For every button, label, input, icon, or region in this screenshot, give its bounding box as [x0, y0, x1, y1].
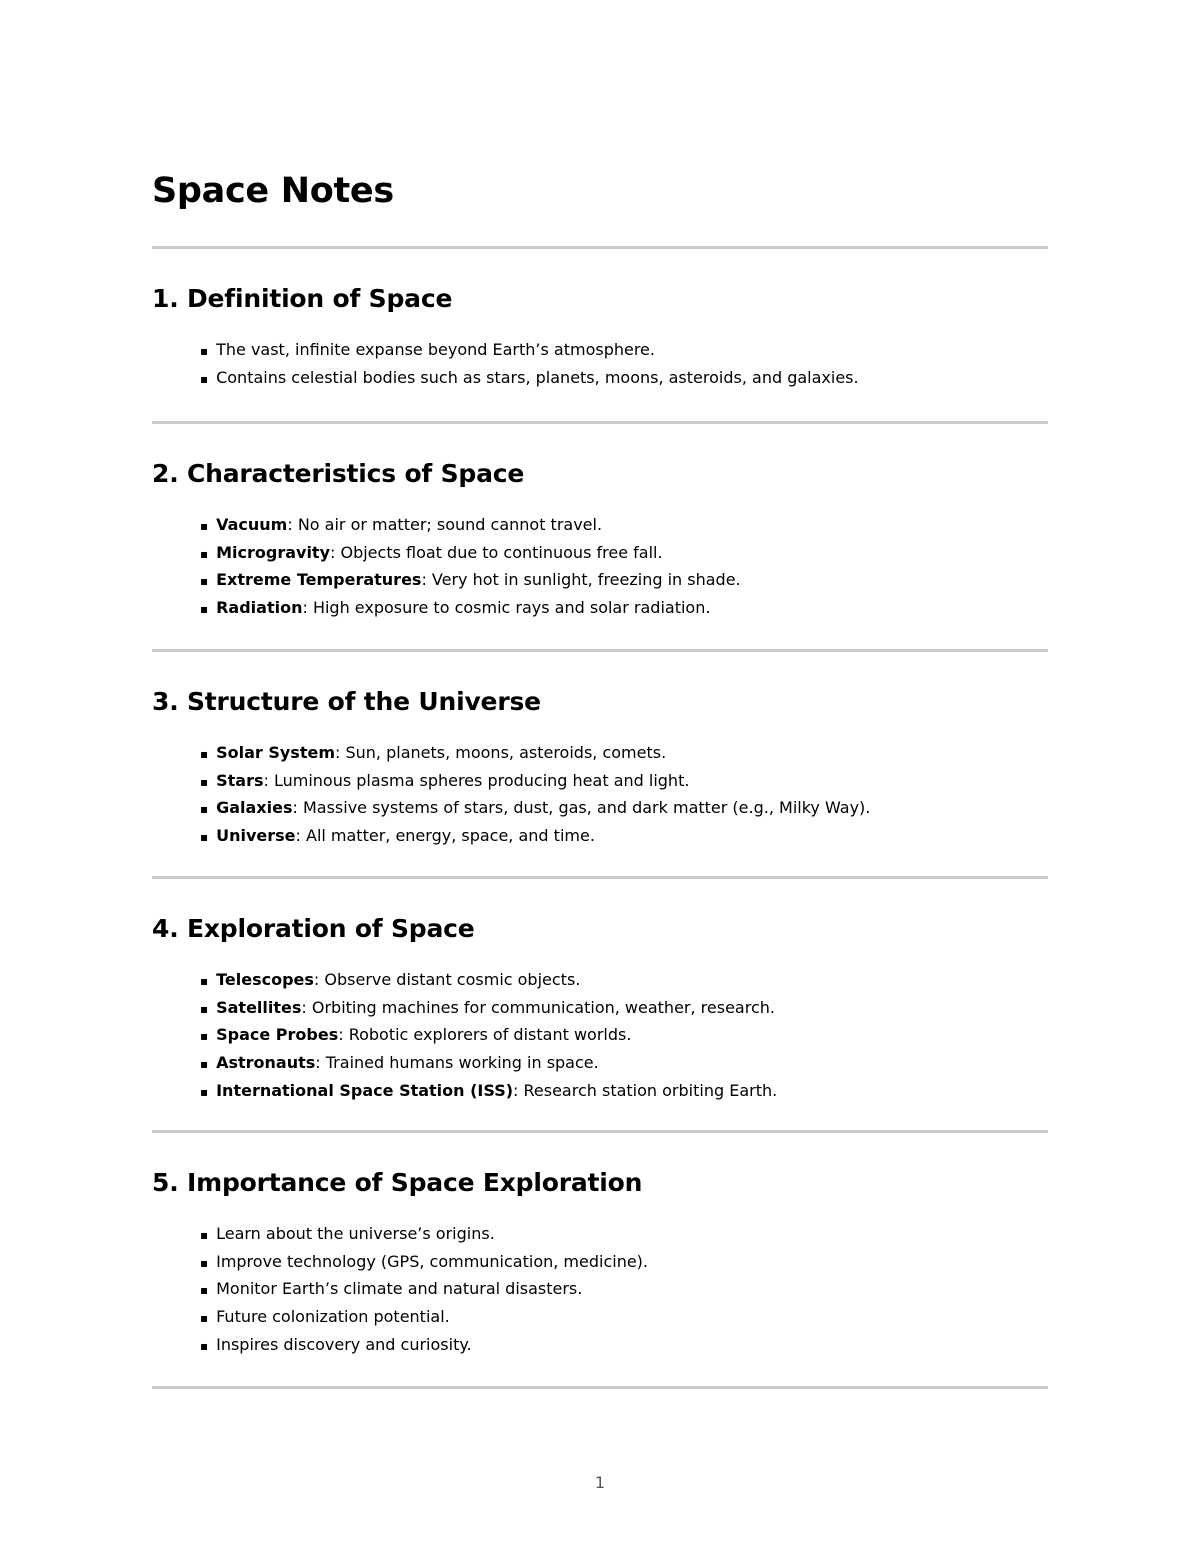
item-term: Stars: [216, 770, 264, 790]
list-item: ▪ International Space Station (ISS): Research station orbiting Earth.: [200, 1078, 1048, 1106]
bullet-icon: ▪: [200, 1228, 209, 1242]
section-heading: 1. Definition of Space: [152, 284, 453, 313]
list-item: ▪ Solar System: Sun, planets, moons, asteroids, comets.: [200, 740, 1048, 768]
list-item: ▪ Satellites: Orbiting machines for communication, weather, research.: [200, 995, 1048, 1023]
list-item: ▪ The vast, infinite expanse beyond Earth’s atmosphere.: [200, 337, 1048, 365]
bullet-icon: ▪: [200, 747, 209, 761]
section-heading: 3. Structure of the Universe: [152, 687, 541, 716]
section-definition: [152, 283, 1048, 392]
item-term: Extreme Temperatures: [216, 570, 422, 590]
bullet-icon: ▪: [200, 1057, 209, 1072]
bullet-icon: ▪: [200, 1029, 209, 1044]
bullet-icon: ▪: [200, 1311, 209, 1326]
bullet-icon: ▪: [200, 344, 209, 358]
bullet-icon: ▪: [200, 602, 209, 617]
bullet-icon: ▪: [200, 574, 209, 589]
item-term: Radiation: [216, 598, 303, 618]
list-item: ▪ Universe: All matter, energy, space, and time.: [200, 823, 1048, 851]
bullet-icon: ▪: [200, 802, 209, 817]
list-item: ▪ Astronauts: Trained humans working in space.: [200, 1050, 1048, 1078]
list-item: ▪ Learn about the universe’s origins.: [200, 1221, 1048, 1249]
section-heading: 2. Characteristics of Space: [152, 459, 525, 488]
list-item: ▪ Microgravity: Objects float due to continuous free fall.: [200, 540, 1048, 568]
bullet-icon: ▪: [200, 371, 209, 386]
divider: [152, 1386, 1048, 1389]
item-term: Galaxies: [216, 798, 293, 818]
item-term: Astronauts: [216, 1053, 316, 1073]
bullet-icon: ▪: [200, 1255, 209, 1270]
list-item: ▪ Inspires discovery and curiosity.: [200, 1332, 1048, 1360]
divider: [152, 649, 1048, 652]
section-heading: 4. Exploration of Space: [152, 914, 475, 943]
list-item: ▪ Extreme Temperatures: Very hot in sunlight, freezing in shade.: [200, 567, 1048, 595]
divider: [152, 246, 1048, 249]
list-item: ▪ Stars: Luminous plasma spheres producing heat and light.: [200, 768, 1048, 796]
divider: [152, 1130, 1048, 1133]
bullet-list: [152, 967, 1048, 1106]
divider: [152, 421, 1048, 424]
bullet-icon: ▪: [200, 1283, 209, 1298]
list-item: ▪ Telescopes: Observe distant cosmic objects.: [200, 967, 1048, 995]
list-item: ▪ Radiation: High exposure to cosmic rays and solar radiation.: [200, 595, 1048, 623]
section-importance: [152, 1167, 1048, 1360]
bullet-list: [152, 740, 1048, 851]
item-term: Satellites: [216, 997, 302, 1017]
bullet-icon: ▪: [200, 1338, 209, 1353]
bullet-icon: ▪: [200, 974, 209, 988]
list-item: ▪ Contains celestial bodies such as stars, planets, moons, asteroids, and galaxies.: [200, 365, 1048, 393]
bullet-icon: ▪: [200, 519, 209, 533]
page-number: 1: [594, 1473, 606, 1492]
list-item: ▪ Vacuum: No air or matter; sound cannot travel.: [200, 512, 1048, 540]
item-term: Universe: [216, 826, 296, 846]
bullet-icon: ▪: [200, 1084, 209, 1099]
bullet-icon: ▪: [200, 830, 209, 845]
list-item: ▪ Monitor Earth’s climate and natural disasters.: [200, 1276, 1048, 1304]
section-exploration: [152, 913, 1048, 1106]
list-item: ▪ Space Probes: Robotic explorers of distant worlds.: [200, 1022, 1048, 1050]
section-structure: [152, 686, 1048, 851]
item-term: Telescopes: [216, 970, 314, 989]
bullet-icon: ▪: [200, 1001, 209, 1016]
bullet-list: [152, 337, 1048, 392]
list-item: ▪ Future colonization potential.: [200, 1304, 1048, 1332]
item-term: Space Probes: [216, 1025, 339, 1045]
section-characteristics: [152, 458, 1048, 623]
bullet-list: [152, 512, 1048, 623]
section-heading: 5. Importance of Space Exploration: [152, 1168, 643, 1197]
item-term: Microgravity: [216, 542, 330, 562]
item-term: Vacuum: [216, 515, 288, 534]
item-term: Solar System: [216, 743, 335, 762]
divider: [152, 876, 1048, 879]
list-item: ▪ Improve technology (GPS, communication, medicine).: [200, 1249, 1048, 1277]
bullet-icon: ▪: [200, 774, 209, 789]
bullet-list: [152, 1221, 1048, 1360]
bullet-icon: ▪: [200, 546, 209, 561]
item-term: International Space Station (ISS): [216, 1080, 514, 1100]
list-item: ▪ Galaxies: Massive systems of stars, dust, gas, and dark matter (e.g., Milky Way).: [200, 795, 1048, 823]
page-title: Space Notes: [152, 171, 394, 211]
